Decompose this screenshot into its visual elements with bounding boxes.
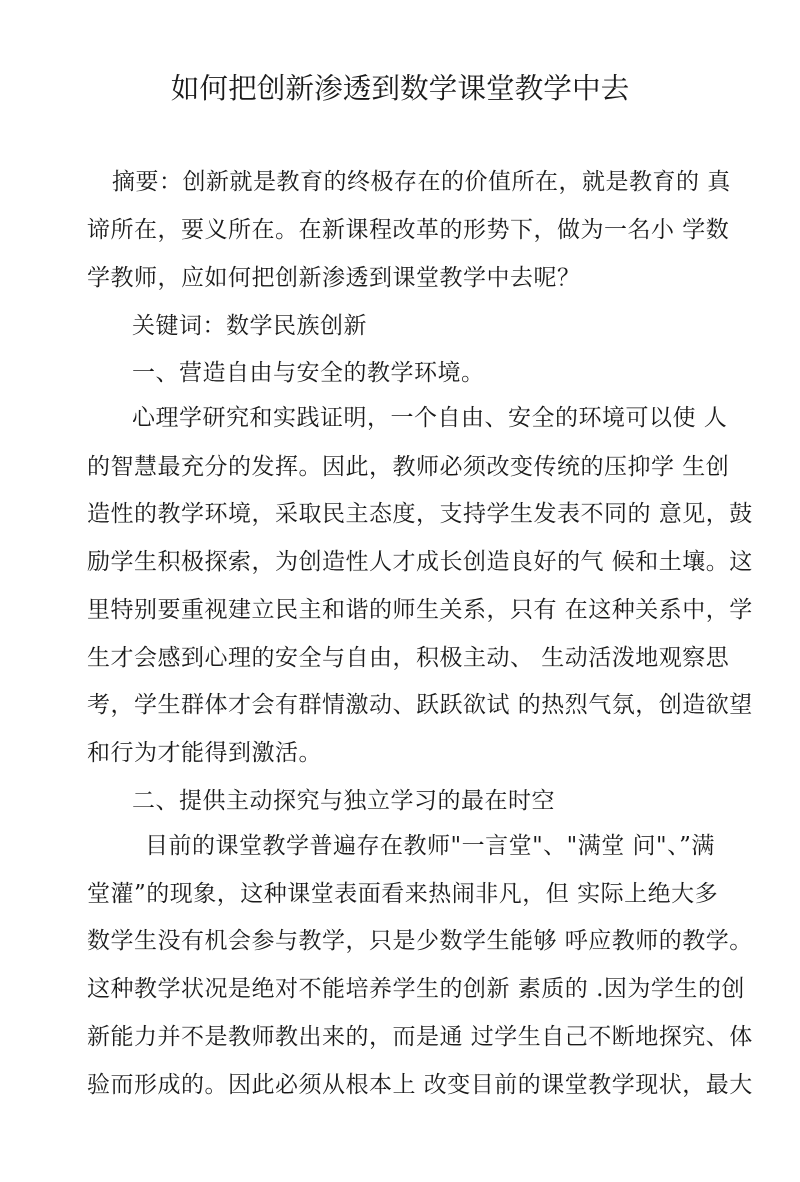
paragraph-line: 的智慧最充分的发挥。因此，教师必须改变传统的压抑学 生创 [87, 454, 730, 480]
paragraph-line: 这种教学状况是绝对不能培养学生的创新 素质的 .因为学生的创 [87, 976, 745, 1002]
paragraph-line: 和行为才能得到激活。 [87, 740, 322, 766]
paragraph-line: 目前的课堂教学普遍存在教师"一言堂"、"满堂 问"、”满 [145, 833, 715, 859]
section-heading: 二、提供主动探究与独立学习的最在时空 [132, 788, 555, 814]
paragraph-line: 励学生积极探索，为创造性人才成长创造良好的气 候和土壤。这 [87, 549, 753, 575]
paragraph-line: 造性的教学环境，采取民主态度，支持学生发表不同的 意见，鼓 [87, 501, 753, 527]
paragraph-line: 生才会感到心理的安全与自由，积极主动、 生动活泼地观察思 [87, 645, 730, 671]
document-title: 如何把创新渗透到数学课堂教学中去 [170, 71, 630, 105]
paragraph-line: 数学生没有机会参与教学，只是少数学生能够 呼应教师的教学。 [87, 928, 753, 954]
keywords-line: 关键词：数学民族创新 [132, 313, 367, 339]
paragraph-line: 验而形成的。因此必须从根本上 改变目前的课堂教学现状，最大 [87, 1072, 753, 1098]
paragraph-line: 心理学研究和实践证明，一个自由、安全的环境可以使 人 [132, 405, 728, 431]
paragraph-line: 摘要：创新就是教育的终极存在的价值所在，就是教育的 真 [112, 169, 731, 195]
paragraph-line: 学教师，应如何把创新渗透到课堂教学中去呢？ [87, 265, 581, 291]
paragraph-line: 谛所在，要义所在。在新课程改革的形势下，做为一名小 学数 [87, 217, 730, 243]
paragraph-line: 里特别要重视建立民主和谐的师生关系，只有 在这种关系中，学 [87, 597, 753, 623]
paragraph-line: 考，学生群体才会有群情激动、跃跃欲试 的热烈气氛，创造欲望 [87, 692, 753, 718]
paragraph-line: 新能力并不是教师教出来的，而是通 过学生自己不断地探究、体 [87, 1024, 753, 1050]
section-heading: 一、营造自由与安全的教学环境。 [132, 360, 485, 386]
paragraph-line: 堂灌”的现象，这种课堂表面看来热闹非凡，但 实际上绝大多 [87, 881, 719, 907]
